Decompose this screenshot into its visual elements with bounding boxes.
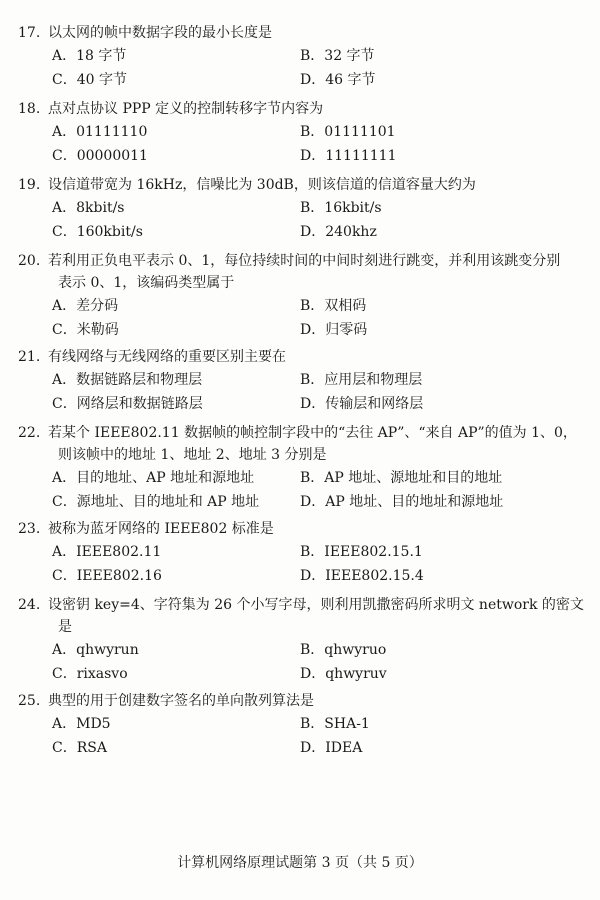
question-stem (18, 98, 588, 120)
question-19 (18, 174, 588, 244)
question-24 (18, 594, 588, 686)
question-text: 有线网络与无线网络的重要区别主要在 (48, 349, 286, 365)
option-b: B．IEEE802.15.1 (300, 544, 423, 560)
option-a: A．差分码 (52, 298, 119, 314)
question-number: 24. (18, 597, 41, 613)
question-number: 17. (18, 25, 41, 41)
question-stem (18, 250, 588, 272)
options-grid (18, 712, 588, 760)
option-d: D．qhwyruv (300, 666, 387, 682)
question-number: 19. (18, 177, 41, 193)
question-text: 设信道带宽为 16kHz，信噪比为 30dB，则该信道的信道容量大约为 (48, 177, 476, 193)
option-a: A．qhwyrun (52, 642, 139, 658)
option-d: D．IEEE802.15.4 (300, 568, 424, 584)
question-17 (18, 22, 588, 92)
page-footer: 计算机网络原理试题第 3 页（共 5 页） (177, 855, 423, 871)
options-grid (18, 466, 588, 514)
option-c: C．源地址、目的地址和 AP 地址 (52, 494, 260, 510)
question-text-continued: 是 (58, 619, 72, 635)
option-a: A．01111110 (52, 124, 148, 140)
question-text: 典型的用于创建数字签名的单向散列算法是 (48, 693, 314, 709)
question-text: 设密钥 key=4、字符集为 26 个小写字母，则利用凯撒密码所求明文 network 的密文 (48, 597, 584, 613)
question-18 (18, 98, 588, 168)
option-b: B．16kbit/s (300, 200, 382, 216)
options-grid (18, 294, 588, 342)
option-d: D．46 字节 (300, 72, 376, 88)
question-21 (18, 346, 588, 416)
options-grid (18, 638, 588, 686)
question-number: 23. (18, 521, 41, 537)
question-text: 被称为蓝牙网络的 IEEE802 标准是 (48, 521, 274, 537)
option-c: C．IEEE802.16 (52, 568, 162, 584)
question-stem (18, 690, 588, 712)
question-stem (18, 174, 588, 196)
question-25 (18, 690, 588, 760)
options-grid (18, 196, 588, 244)
option-a: A．目的地址、AP 地址和源地址 (52, 470, 255, 486)
option-a: A．数据链路层和物理层 (52, 372, 203, 388)
question-text: 若某个 IEEE802.11 数据帧的帧控制字段中的“去往 AP”、“来自 AP”的值为 1、0， (48, 425, 577, 441)
option-b: B．AP 地址、源地址和目的地址 (300, 470, 503, 486)
options-grid (18, 44, 588, 92)
question-stem (18, 346, 588, 368)
options-grid (18, 368, 588, 416)
question-number: 21. (18, 349, 41, 365)
question-22 (18, 422, 588, 514)
question-23 (18, 518, 588, 588)
question-stem (18, 22, 588, 44)
options-grid (18, 120, 588, 168)
question-number: 20. (18, 253, 41, 269)
option-b: B．双相码 (300, 298, 367, 314)
question-text-continued: 表示 0、1，该编码类型属于 (58, 275, 235, 291)
question-number: 25. (18, 693, 41, 709)
option-c: C．RSA (52, 740, 107, 756)
question-text: 以太网的帧中数据字段的最小长度是 (48, 25, 272, 41)
option-b: B．01111101 (300, 124, 396, 140)
option-c: C．米勒码 (52, 322, 119, 338)
question-number: 18. (18, 101, 41, 117)
question-number: 22. (18, 425, 41, 441)
option-a: A．IEEE802.11 (52, 544, 162, 560)
option-c: C．00000011 (52, 148, 148, 164)
option-b: B．SHA-1 (300, 716, 370, 732)
option-d: D．11111111 (300, 148, 397, 164)
option-d: D．归零码 (300, 322, 368, 338)
option-b: B．应用层和物理层 (300, 372, 423, 388)
option-c: C．40 字节 (52, 72, 127, 88)
option-b: B．qhwyruo (300, 642, 387, 658)
question-text: 点对点协议 PPP 定义的控制转移字节内容为 (48, 101, 324, 117)
option-d: D．传输层和网络层 (300, 396, 424, 412)
option-a: A．MD5 (52, 716, 111, 732)
option-d: D．IDEA (300, 740, 363, 756)
option-b: B．32 字节 (300, 48, 375, 64)
options-grid (18, 540, 588, 588)
question-text-continued: 则该帧中的地址 1、地址 2、地址 3 分别是 (58, 447, 327, 463)
option-c: C．rixasvo (52, 666, 128, 682)
option-c: C．160kbit/s (52, 224, 143, 240)
option-d: D．240khz (300, 224, 377, 240)
option-a: A．8kbit/s (52, 200, 125, 216)
question-20 (18, 250, 588, 342)
question-stem (18, 518, 588, 540)
option-a: A．18 字节 (52, 48, 127, 64)
option-d: D．AP 地址、目的地址和源地址 (300, 494, 504, 510)
question-stem (18, 422, 588, 444)
question-text: 若利用正负电平表示 0、1，每位持续时间的中间时刻进行跳变，并利用该跳变分别 (48, 253, 561, 269)
option-c: C．网络层和数据链路层 (52, 396, 203, 412)
question-stem (18, 594, 588, 616)
